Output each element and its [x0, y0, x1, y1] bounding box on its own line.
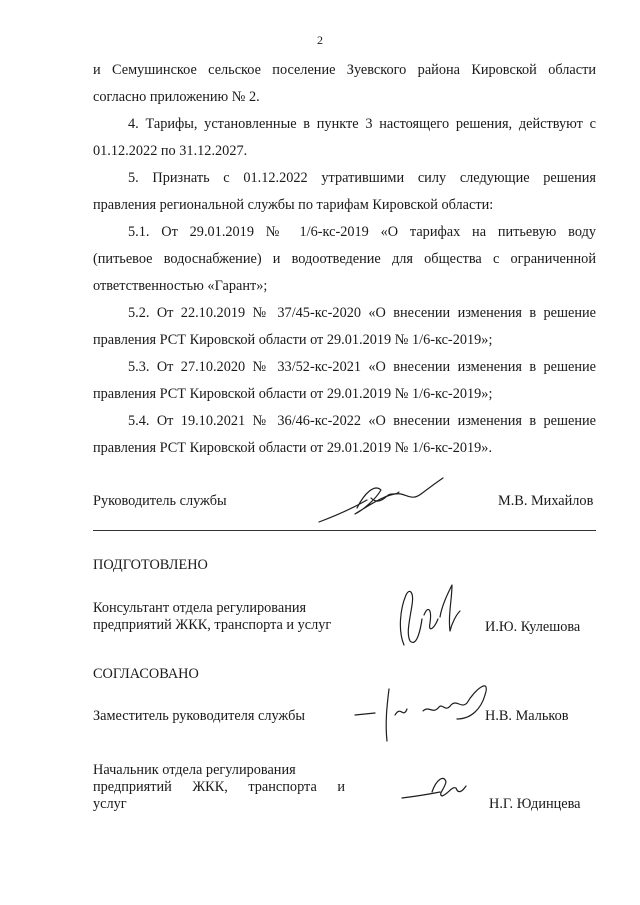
prepared-signature [390, 575, 470, 655]
text-line: 5. Признать с 01.12.2022 утратившими силу следующие решения [128, 170, 596, 186]
text-line: правления РСТ Кировской области от 29.01.2019 № 1/6-кс-2019»; [93, 386, 493, 402]
page-number: 2 [317, 33, 323, 47]
text-line: правления региональной службы по тарифам Кировской области: [93, 197, 494, 213]
text-line: 4. Тарифы, установленные в пункте 3 настоящего решения, действуют с [128, 116, 596, 132]
head-of-dept-name: Н.Г. Юдинцева [489, 796, 581, 812]
agreed-heading: СОГЛАСОВАНО [93, 666, 199, 682]
paragraph-5-4 [93, 408, 596, 462]
position-line: услуг [93, 796, 127, 812]
prepared-name: И.Ю. Кулешова [485, 619, 581, 635]
deputy-name: Н.В. Мальков [485, 708, 569, 724]
prepared-heading: ПОДГОТОВЛЕНО [93, 557, 208, 573]
text-line: правления РСТ Кировской области от 29.01.2019 № 1/6-кс-2019»; [93, 332, 493, 348]
paragraph-5-1 [93, 219, 596, 300]
decision-text [93, 57, 596, 462]
head-of-dept-signature [400, 770, 480, 810]
prepared-position [93, 600, 345, 634]
text-line: 5.1. От 29.01.2019 № 1/6-кс-2019 «О тарифах на питьевую воду [128, 224, 596, 240]
head-signature [305, 470, 445, 530]
position-line: предприятий ЖКК, транспорта и услуг [93, 617, 332, 633]
text-line: ответственностью «Гарант»; [93, 278, 268, 294]
text-line: (питьевое водоснабжение) и водоотведение для общества с ограниченной [93, 251, 596, 267]
position-line: Консультант отдела регулирования [93, 600, 307, 616]
paragraph-continuation [93, 57, 596, 111]
paragraph-5 [93, 165, 596, 219]
text-line: 5.4. От 19.10.2021 № 36/46-кс-2022 «О внесении изменения в решение [128, 413, 596, 429]
position-line: Начальник отдела регулирования [93, 762, 296, 778]
head-position: Руководитель службы [93, 493, 227, 509]
text-line: 5.2. От 22.10.2019 № 37/45-кс-2020 «О внесении изменения в решение [128, 305, 596, 321]
paragraph-5-3 [93, 354, 596, 408]
head-of-dept-position [93, 762, 345, 813]
text-line: 5.3. От 27.10.2020 № 33/52-кс-2021 «О внесении изменения в решение [128, 359, 596, 375]
text-line: согласно приложению № 2. [93, 89, 260, 105]
position-line: предприятий ЖКК, транспорта и [93, 779, 345, 795]
deputy-signature [345, 675, 495, 745]
head-name: М.В. Михайлов [498, 493, 594, 509]
signature-divider [93, 530, 596, 531]
text-line: правления РСТ Кировской области от 29.01.2019 № 1/6-кс-2019». [93, 440, 493, 456]
paragraph-5-2 [93, 300, 596, 354]
paragraph-4 [93, 111, 596, 165]
text-line: 01.12.2022 по 31.12.2027. [93, 143, 248, 159]
deputy-position: Заместитель руководителя службы [93, 708, 306, 724]
text-line: и Семушинское сельское поселение Зуевского района Кировской области [93, 62, 596, 78]
